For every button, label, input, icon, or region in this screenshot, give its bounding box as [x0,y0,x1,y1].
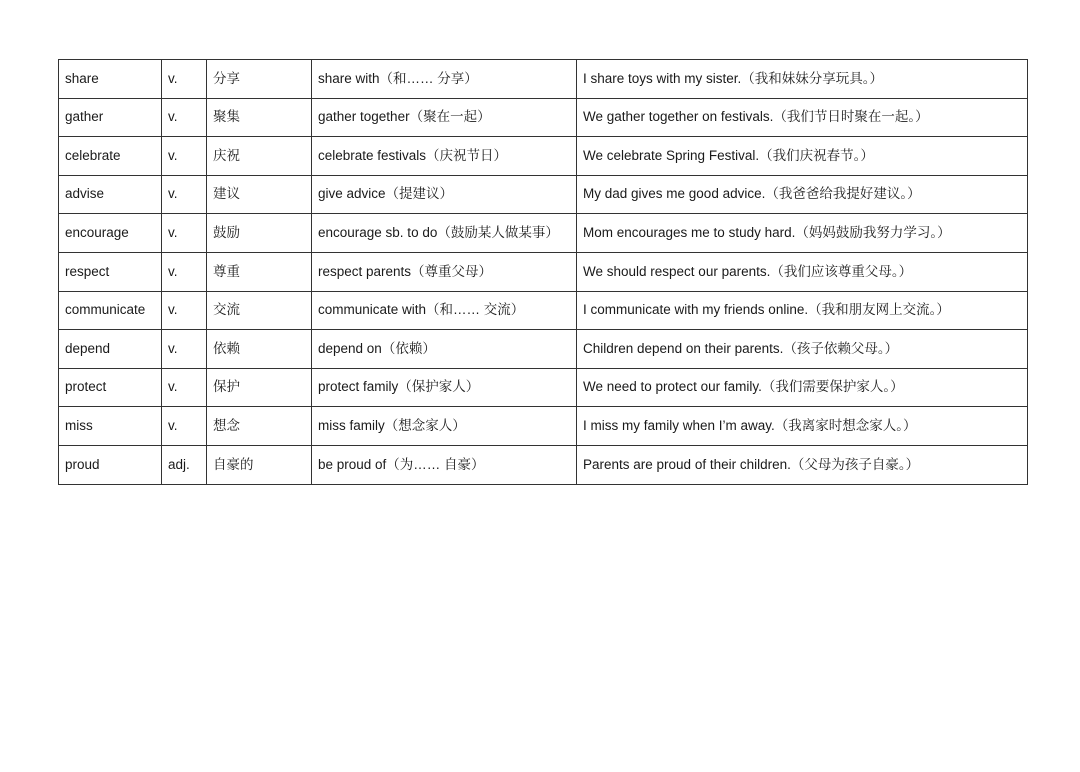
example-sentence-cell: We need to protect our family.（我们需要保护家人。） [577,368,1028,407]
table-row [59,137,1028,176]
phrase-cell: gather together（聚在一起） [312,98,577,137]
part-of-speech-cell: v. [162,291,207,330]
part-of-speech-cell: v. [162,137,207,176]
phrase-cell: miss family（想念家人） [312,407,577,446]
phrase-cell: respect parents（尊重父母） [312,252,577,291]
meaning-cell: 分享 [207,60,312,99]
table-row [59,252,1028,291]
table-row [59,60,1028,99]
part-of-speech-cell: v. [162,175,207,214]
meaning-cell: 依赖 [207,330,312,369]
phrase-cell: share with（和…… 分享） [312,60,577,99]
phrase-cell: be proud of（为…… 自豪） [312,445,577,484]
word-cell: communicate [59,291,162,330]
part-of-speech-cell: v. [162,407,207,446]
example-sentence-cell: My dad gives me good advice.（我爸爸给我提好建议。） [577,175,1028,214]
example-sentence-cell: We gather together on festivals.（我们节日时聚在一起。） [577,98,1028,137]
table-row [59,291,1028,330]
table-row [59,368,1028,407]
table-row [59,175,1028,214]
part-of-speech-cell: v. [162,60,207,99]
phrase-cell: celebrate festivals（庆祝节日） [312,137,577,176]
vocabulary-table [58,59,1028,485]
table-row [59,445,1028,484]
vocabulary-table-body [59,60,1028,485]
word-cell: gather [59,98,162,137]
part-of-speech-cell: v. [162,368,207,407]
example-sentence-cell: We celebrate Spring Festival.（我们庆祝春节。） [577,137,1028,176]
phrase-cell: give advice（提建议） [312,175,577,214]
phrase-cell: depend on（依赖） [312,330,577,369]
example-sentence-cell: We should respect our parents.（我们应该尊重父母。） [577,252,1028,291]
example-sentence-cell: Children depend on their parents.（孩子依赖父母。） [577,330,1028,369]
meaning-cell: 保护 [207,368,312,407]
phrase-cell: encourage sb. to do（鼓励某人做某事） [312,214,577,253]
table-row [59,407,1028,446]
part-of-speech-cell: v. [162,252,207,291]
word-cell: proud [59,445,162,484]
example-sentence-cell: Mom encourages me to study hard.（妈妈鼓励我努力学习。） [577,214,1028,253]
word-cell: celebrate [59,137,162,176]
example-sentence-cell: Parents are proud of their children.（父母为孩子自豪。） [577,445,1028,484]
table-row [59,214,1028,253]
phrase-cell: communicate with（和…… 交流） [312,291,577,330]
word-cell: encourage [59,214,162,253]
meaning-cell: 聚集 [207,98,312,137]
meaning-cell: 鼓励 [207,214,312,253]
example-sentence-cell: I communicate with my friends online.（我和朋友网上交流。） [577,291,1028,330]
part-of-speech-cell: v. [162,98,207,137]
table-row [59,98,1028,137]
example-sentence-cell: I share toys with my sister.（我和妹妹分享玩具。） [577,60,1028,99]
part-of-speech-cell: v. [162,330,207,369]
example-sentence-cell: I miss my family when I’m away.（我离家时想念家人。） [577,407,1028,446]
word-cell: respect [59,252,162,291]
meaning-cell: 想念 [207,407,312,446]
part-of-speech-cell: v. [162,214,207,253]
word-cell: depend [59,330,162,369]
meaning-cell: 自豪的 [207,445,312,484]
meaning-cell: 建议 [207,175,312,214]
part-of-speech-cell: adj. [162,445,207,484]
meaning-cell: 庆祝 [207,137,312,176]
word-cell: protect [59,368,162,407]
word-cell: miss [59,407,162,446]
meaning-cell: 交流 [207,291,312,330]
phrase-cell: protect family（保护家人） [312,368,577,407]
meaning-cell: 尊重 [207,252,312,291]
word-cell: share [59,60,162,99]
table-row [59,330,1028,369]
word-cell: advise [59,175,162,214]
